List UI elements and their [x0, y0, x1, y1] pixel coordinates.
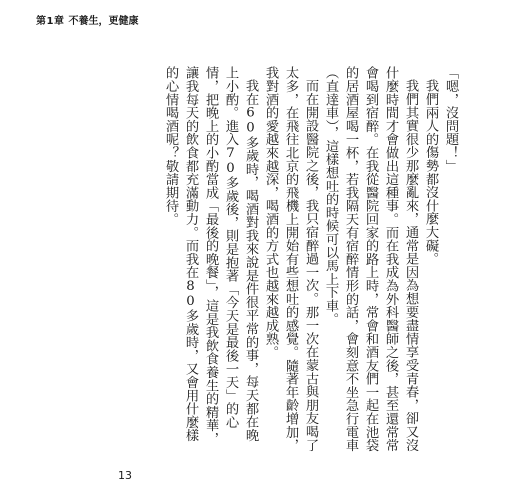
- chapter-title: 不養生，更健康: [68, 16, 139, 27]
- running-header: [36, 12, 138, 27]
- paragraph: 我在60多歲時，喝酒對我來說是件很平常的事，每天都在晚上小酌。進入70多歲後，則是抱著「今天是最後一天」的心情，把晚上的小酌當成「最後的晚餐」，這是我飲食養生的精華，讓我每天的飲食都充滿動力。而我在80多歲時，又會用什麼樣的心情喝酒呢？敬請期待。: [163, 66, 258, 446]
- chapter-label: 第1章: [36, 16, 65, 27]
- paragraph: 而在開設醫院之後，我只宿醉過一次。那一次在蒙古與朋友喝了太多，在飛往北京的飛機上開始有些想吐的感覺。隨著年齡增加，我對酒的愛越來越深，喝酒的方式也越來越成熟。: [263, 66, 318, 452]
- paragraph: 我們兩人的傷勢都沒什麼大礙。: [423, 79, 438, 266]
- page-number: 13: [118, 469, 132, 482]
- paragraph: 我們其實很少那麼亂來，通常是因為想要盡情享受青春，卻又沒什麼時間才會做出這種事。而在我成為外科醫師之後，甚至還常常會喝到宿醉。在我從醫院回家的路上時，常會和酒友們一起在池袋的居酒屋喝一杯，若我隔天有宿醉情形的話，會刻意不坐急行電車（直達車），這樣想吐的時候可以馬上下車。: [323, 66, 418, 452]
- dialog-line: 「嗯，沒問題！」: [443, 66, 458, 173]
- vertical-body-text: [160, 66, 460, 452]
